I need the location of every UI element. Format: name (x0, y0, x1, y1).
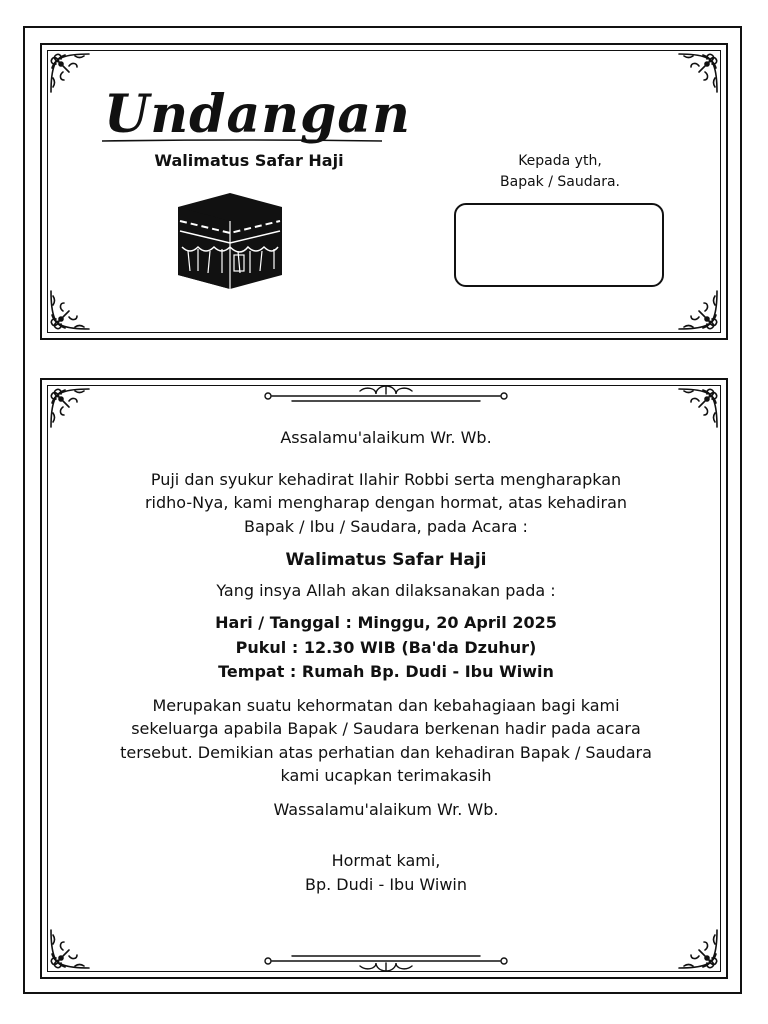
letter-card (40, 378, 728, 979)
floral-corner-icon (677, 48, 723, 94)
closing-line-2: sekeluarga apabila Bapak / Saudara berkenan hadir pada acara (131, 719, 641, 738)
closing-line-3: tersebut. Demikian atas perhatian dan kehadiran Bapak / Saudara (120, 742, 652, 762)
event-time: Pukul : 12.30 WIB (Ba'da Dzuhur) (235, 637, 537, 657)
recipient-block (452, 151, 668, 193)
event-date: Hari / Tanggal : Minggu, 20 April 2025 (215, 613, 557, 632)
floral-corner-icon (677, 383, 723, 429)
closing-line-4: kami ucapkan terimakasih (280, 766, 492, 785)
schedule-lead: Yang insya Allah akan dilaksanakan pada : (216, 580, 556, 600)
floral-corner-icon (45, 928, 91, 974)
invitation-title: Undangan (104, 84, 411, 145)
cover-card (40, 43, 728, 340)
intro-line-3: Bapak / Ibu / Saudara, pada Acara : (244, 516, 528, 536)
closing-line-1: Merupakan suatu kehormatan dan kebahagiaan bagi kami (152, 695, 620, 715)
closing-paragraph (102, 694, 670, 788)
recipient-name-box (454, 203, 664, 287)
host-names: Bp. Dudi - Ibu Wiwin (305, 874, 467, 894)
floral-corner-icon (677, 289, 723, 335)
closing-greeting: Wassalamu'alaikum Wr. Wb. (273, 799, 499, 819)
intro-paragraph (102, 468, 670, 539)
floral-corner-icon (45, 289, 91, 335)
recipient-line-1: Kepada yth, (518, 153, 602, 169)
recipient-line-2: Bapak / Saudara. (500, 174, 620, 190)
event-place: Tempat : Rumah Bp. Dudi - Ibu Wiwin (218, 662, 554, 681)
ornamental-divider-bottom-icon (262, 947, 510, 975)
intro-line-1: Puji dan syukur kehadirat Ilahir Robbi serta mengharapkan (150, 469, 622, 489)
opening-greeting: Assalamu'alaikum Wr. Wb. (280, 428, 492, 447)
title-underline (102, 139, 382, 143)
floral-corner-icon (45, 383, 91, 429)
sign-off: Hormat kami, (331, 851, 441, 870)
letter-body (102, 426, 670, 896)
event-name: Walimatus Safar Haji (285, 550, 487, 570)
kaaba-icon (176, 191, 284, 291)
floral-corner-icon (677, 928, 723, 974)
ornamental-divider-top-icon (262, 382, 510, 410)
intro-line-2: ridho-Nya, kami mengharap dengan hormat, atas kehadiran (144, 493, 628, 512)
floral-corner-icon (45, 48, 91, 94)
event-subtitle: Walimatus Safar Haji (154, 151, 344, 170)
